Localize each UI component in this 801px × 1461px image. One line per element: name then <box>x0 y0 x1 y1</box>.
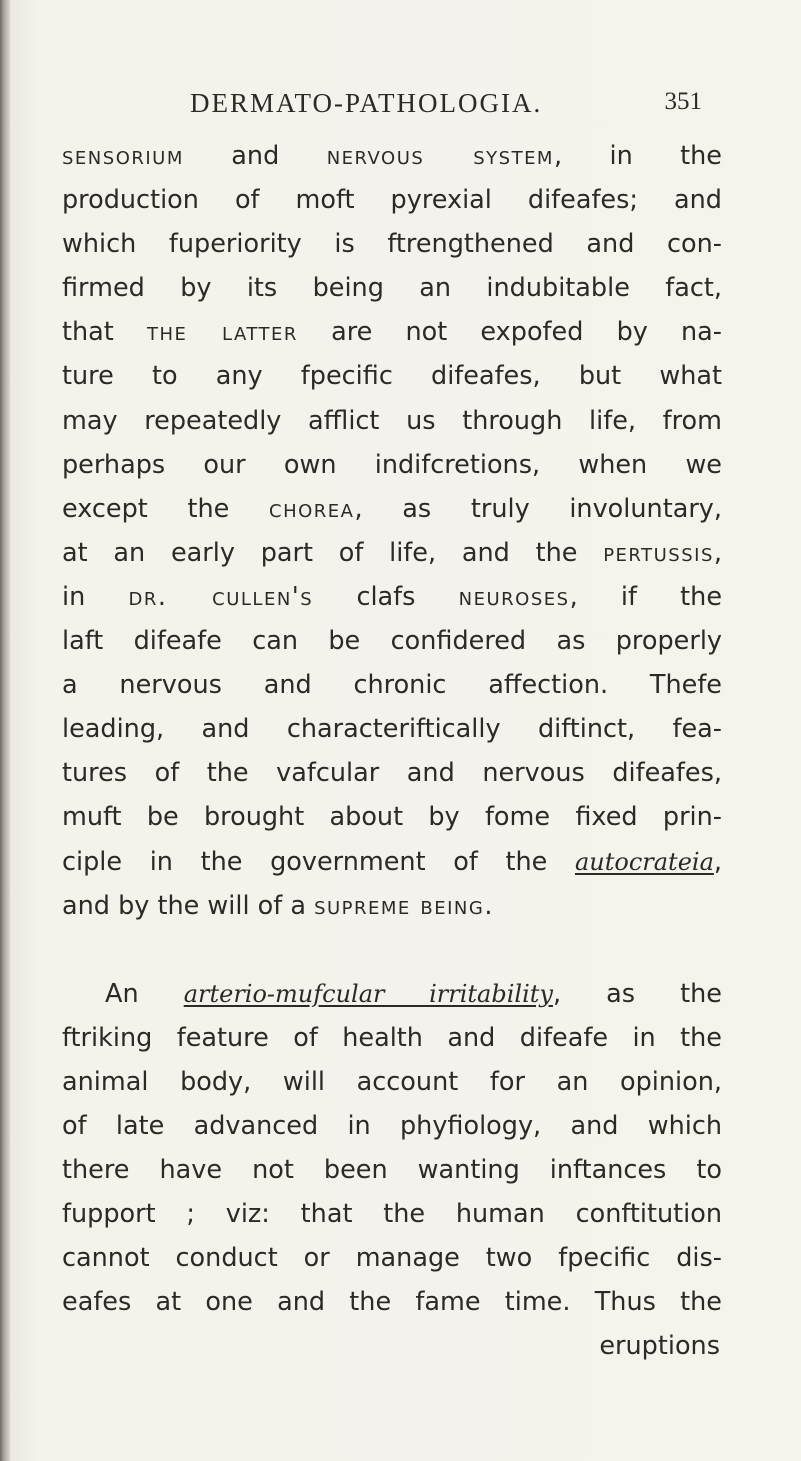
text-line <box>62 178 722 222</box>
text-line <box>62 1060 722 1104</box>
text-line <box>62 1280 722 1324</box>
text-segment: , as truly involuntary, <box>354 493 722 524</box>
text-segment: that <box>62 317 147 348</box>
text-line <box>62 619 722 663</box>
text-line <box>62 972 722 1016</box>
text-segment: leading, and characteriftically diftinct, fea- <box>62 714 722 745</box>
text-line <box>62 222 722 266</box>
text-segment: a nervous and chronic affection. Thefe <box>62 670 722 701</box>
text-segment: . <box>484 890 493 921</box>
text-segment: may repeatedly afflict us through life, from <box>62 405 722 436</box>
text-segment: laft difeafe can be confidered as properly <box>62 626 722 657</box>
text-segment: are not expofed by na- <box>297 317 722 348</box>
small-caps-term: sensorium <box>62 141 184 171</box>
text-segment: fupport ; viz: that the human conftitution <box>62 1199 722 1230</box>
text-line <box>62 487 722 531</box>
text-segment: in <box>62 581 129 612</box>
text-segment: eruptions <box>599 1331 720 1362</box>
text-segment: tures of the vafcular and nervous difeafes, <box>62 758 722 789</box>
text-segment: which fuperiority is ftrengthened and con- <box>62 229 722 260</box>
page-gutter-shadow <box>0 0 10 1461</box>
text-segment: and by the will of a <box>62 890 315 921</box>
text-line <box>62 575 722 619</box>
text-line <box>62 1104 722 1148</box>
text-segment: cannot conduct or manage two fpecific dis- <box>62 1243 722 1274</box>
italic-term: autocrateia <box>574 847 714 876</box>
text-segment: and <box>183 141 327 171</box>
text-line <box>62 663 722 707</box>
text-line <box>62 884 722 928</box>
text-segment: , if the <box>569 581 723 612</box>
small-caps-term: dr. cullen's <box>128 581 314 612</box>
text-line <box>62 399 722 443</box>
text-line <box>62 795 722 839</box>
text-line <box>62 1192 722 1236</box>
text-line <box>62 840 722 884</box>
paragraph-gap <box>62 928 722 972</box>
text-line <box>62 531 722 575</box>
text-segment: firmed by its being an indubitable fact, <box>62 273 722 304</box>
text-line <box>62 707 722 751</box>
text-segment: , <box>713 846 722 877</box>
small-caps-term: supreme being <box>314 890 485 921</box>
page-number: 351 <box>664 88 702 115</box>
text-line <box>62 443 722 487</box>
small-caps-term: pertussis <box>603 537 714 568</box>
text-line <box>62 1236 722 1280</box>
text-segment: muft be brought about by fome fixed prin- <box>62 802 722 833</box>
catchword <box>62 1324 722 1368</box>
running-head <box>190 88 710 128</box>
small-caps-term: the latter <box>146 317 298 348</box>
small-caps-term: chorea <box>269 493 355 524</box>
text-segment: except the <box>62 493 269 524</box>
text-segment: An <box>105 978 184 1009</box>
text-segment: clafs <box>313 581 459 612</box>
text-line <box>62 1016 722 1060</box>
text-segment: there have not been wanting inftances to <box>62 1155 722 1186</box>
text-segment: of late advanced in phyfiology, and which <box>62 1110 722 1141</box>
text-segment: at an early part of life, and the <box>62 537 604 568</box>
small-caps-term: nervous system <box>326 141 554 171</box>
text-segment: production of moft pyrexial difeafes; and <box>62 185 722 216</box>
text-segment: ftriking feature of health and difeafe in the <box>62 1022 722 1053</box>
text-line <box>62 266 722 310</box>
small-caps-term: neuroses <box>458 581 570 612</box>
text-line <box>62 1148 722 1192</box>
text-segment: , in the <box>553 141 722 171</box>
body-text <box>62 134 722 1369</box>
text-segment: eafes at one and the fame time. Thus the <box>62 1287 722 1318</box>
text-segment: animal body, will account for an opinion, <box>62 1066 722 1097</box>
italic-term: arterio-mufcular irritability <box>183 979 553 1008</box>
text-line <box>62 751 722 795</box>
text-segment: , as the <box>552 978 722 1009</box>
text-segment: ture to any fpecific difeafes, but what <box>62 361 722 392</box>
text-line <box>62 310 722 354</box>
text-line <box>62 354 722 398</box>
text-segment: perhaps our own indifcretions, when we <box>62 449 722 480</box>
text-line <box>62 134 722 178</box>
text-segment: ciple in the government of the <box>62 846 575 877</box>
running-title: DERMATO-PATHOLOGIA. <box>190 88 543 118</box>
text-segment: , <box>713 537 722 568</box>
